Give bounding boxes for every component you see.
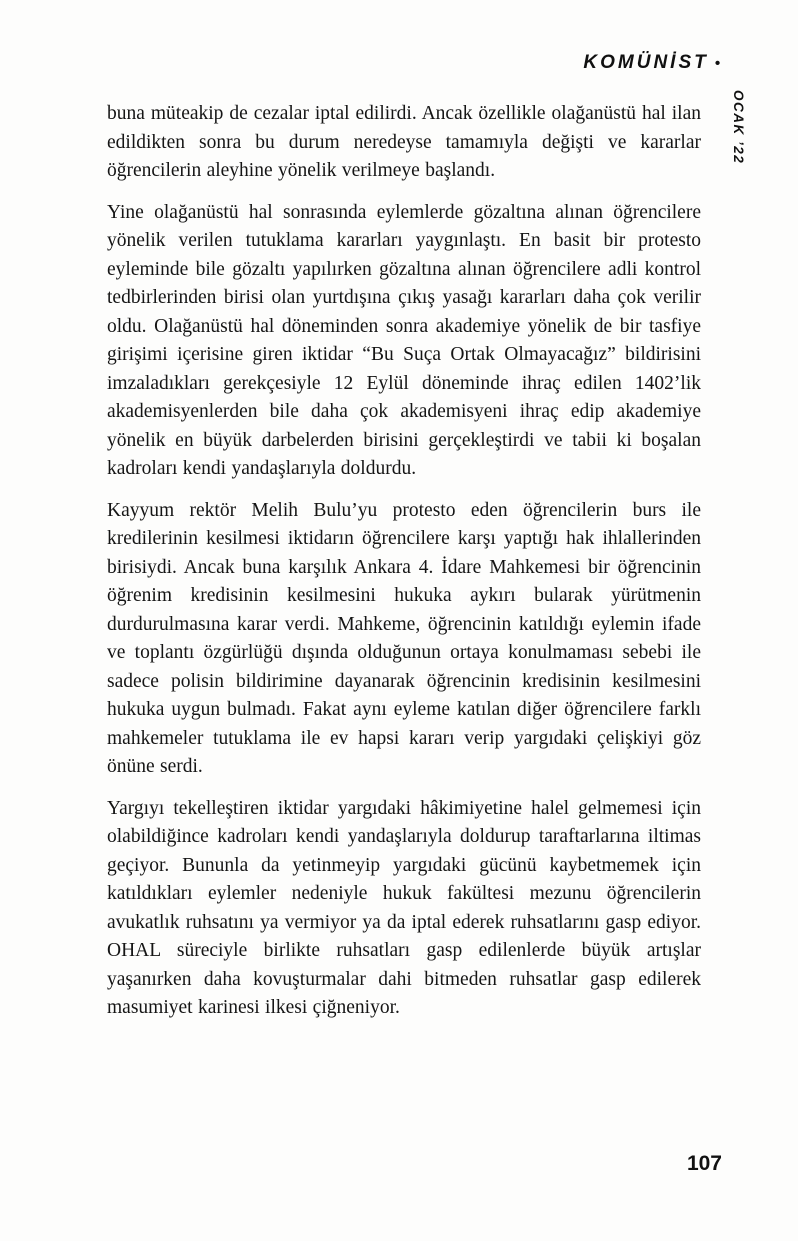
magazine-title: KOMÜNİST bbox=[583, 52, 709, 73]
page-number: 107 bbox=[686, 1152, 722, 1175]
article-body bbox=[107, 100, 701, 1036]
issue-label: OCAK ’22 bbox=[731, 90, 746, 165]
paragraph-4: Yargıyı tekelleştiren iktidar yargıdaki hâkimiyetine halel gelmemesi için olabildiğince kadroları kendi yandaşlarıyla doldurup taraftarlarına iltimas geçiyor. Bununla da yetinmeyip yargıdaki gücünü kaybetmemek için katıldıkları eylemler nedeniyle hukuk fakültesi mezunu öğrencilerin avukatlık ruhsatını ya vermiyor ya da iptal ederek ruhsatlarını gasp ediyor. OHAL süreciyle birlikte ruhsatları gasp edilenlerde büyük artışlar yaşanırken daha kovuşturmalar dahi bitmeden ruhsatlar gasp edilerek masumiyet karinesi ilkesi çiğneniyor. bbox=[107, 797, 701, 1018]
paragraph-2: Yine olağanüstü hal sonrasında eylemlerde gözaltına alınan öğrencilere yönelik verilen tutuklama kararları yaygınlaştı. En basit bir protesto eyleminde bile gözaltı yapılırken gözaltına alınan öğrencilere adli kontrol tedbirlerinden birisi olan yurtdışına çıkış yasağı kararları daha çok verilir oldu. Olağanüstü hal döneminden sonra akademiye yönelik de bir tasfiye girişimi içerisine giren iktidar “Bu Suça Ortak Olmayacağız” bildirisini imzaladıkları gerekçesiyle 12 Eylül döneminde ihraç edilen 1402’lik akademisyenlerden bile daha çok akademisyeni ihraç edip akademiye yönelik en büyük darbelerden birisini gerçekleştirdi ve tabii ki boşalan kadroları kendi yandaşlarıyla doldurdu. bbox=[107, 201, 701, 479]
header-bullet-icon: • bbox=[714, 55, 720, 72]
page-header bbox=[583, 52, 720, 74]
paragraph-3: Kayyum rektör Melih Bulu’yu protesto eden öğrencilerin burs ile kredilerinin kesilmesi iktidarın öğrencilere karşı yaptığı hak ihlallerinden birisiydi. Ancak buna karşılık Ankara 4. İdare Mahkemesi bir öğrencinin öğrenim kredisinin kesilmesini hukuka aykırı bularak yürütmenin durdurulmasına karar verdi. Mahkeme, öğrencinin katıldığı eylemin ifade ve toplantı özgürlüğü dışında olduğunun ortaya konulmaması sebebi ile sadece polisin bildirimine dayanarak öğrencinin kredisinin kesilmesini hukuka uygun bulmadı. Fakat aynı eyleme katılan diğer öğrencilere farklı mahkemeler tutuklama ile ev hapsi kararı verip yargıdaki çelişkiyi göz önüne serdi. bbox=[107, 499, 701, 777]
paragraph-1: buna müteakip de cezalar iptal edilirdi. Ancak özellikle olağanüstü hal ilan edildikten sonra bu durum neredeyse tamamıyla değişti ve kararlar öğrencilerin aleyhine yönelik verilmeye başlandı. bbox=[107, 103, 701, 181]
